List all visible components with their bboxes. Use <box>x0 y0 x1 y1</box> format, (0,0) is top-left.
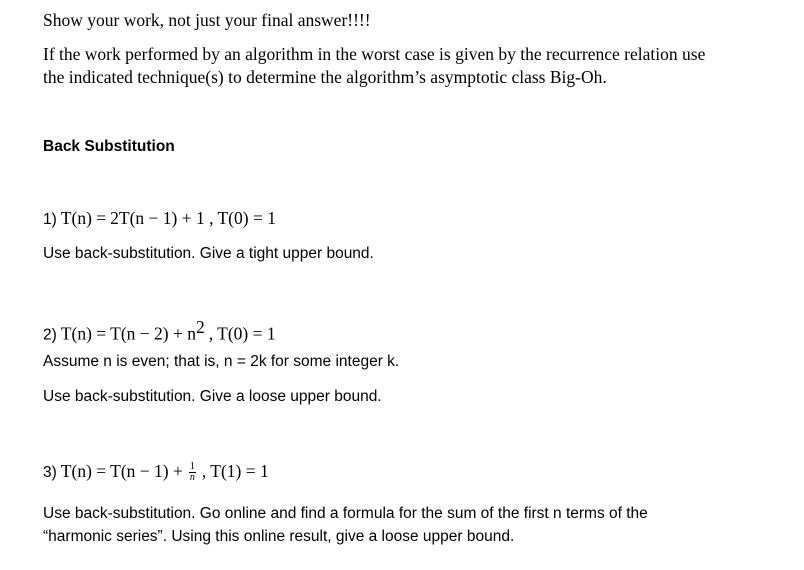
problem-2-lhs: T(n) = <box>60 323 107 344</box>
problem-2-exponent: 2 <box>195 317 205 337</box>
intro-line: Show your work, not just your final answer!!!! <box>43 10 371 30</box>
problem-2-initial: , T(0) = 1 <box>208 323 276 344</box>
problem-3-instruction-line-1: Use back-substitution. Go online and find a formula for the sum of the first n terms of the <box>43 505 648 522</box>
problem-2-instruction: Use back-substitution. Give a loose upper bound. <box>43 388 382 405</box>
problem-1-initial: T(0) = 1 <box>217 208 276 228</box>
section-heading: Back Substitution <box>43 138 175 155</box>
problem-2-recurrence <box>43 317 276 344</box>
problem-3-recurrence <box>43 461 269 484</box>
problem-2-assumption: Assume n is even; that is, n = 2k for some integer k. <box>43 353 400 370</box>
problem-3-rhs: T(n − 1) + <box>110 461 183 481</box>
problem-1-number: 1) <box>43 211 57 228</box>
problem-3-instruction-line-2: “harmonic series”. Using this online result, give a loose upper bound. <box>43 528 515 545</box>
problem-1-recurrence <box>43 208 276 229</box>
problem-1-rhs: 2T(n − 1) + 1 , <box>110 208 214 228</box>
problem-2-number: 2) <box>43 326 57 344</box>
problem-3-fraction <box>189 462 196 483</box>
problem-3-lhs: T(n) = <box>60 461 107 481</box>
fraction-numerator: 1 <box>189 460 195 472</box>
problem-3-number: 3) <box>43 464 57 481</box>
intro-paragraph-line-2: the indicated technique(s) to determine the algorithm’s asymptotic class Big-Oh. <box>43 67 607 87</box>
problem-3-initial: , T(1) = 1 <box>201 461 269 481</box>
intro-paragraph-line-1: If the work performed by an algorithm in the worst case is given by the recurrence relation use <box>43 44 706 64</box>
problem-1-instruction: Use back-substitution. Give a tight upper bound. <box>43 245 374 262</box>
problem-1-lhs: T(n) = <box>60 208 107 228</box>
fraction-denominator: n <box>189 471 195 483</box>
problem-2-rhs: T(n − 2) + n <box>110 323 196 344</box>
